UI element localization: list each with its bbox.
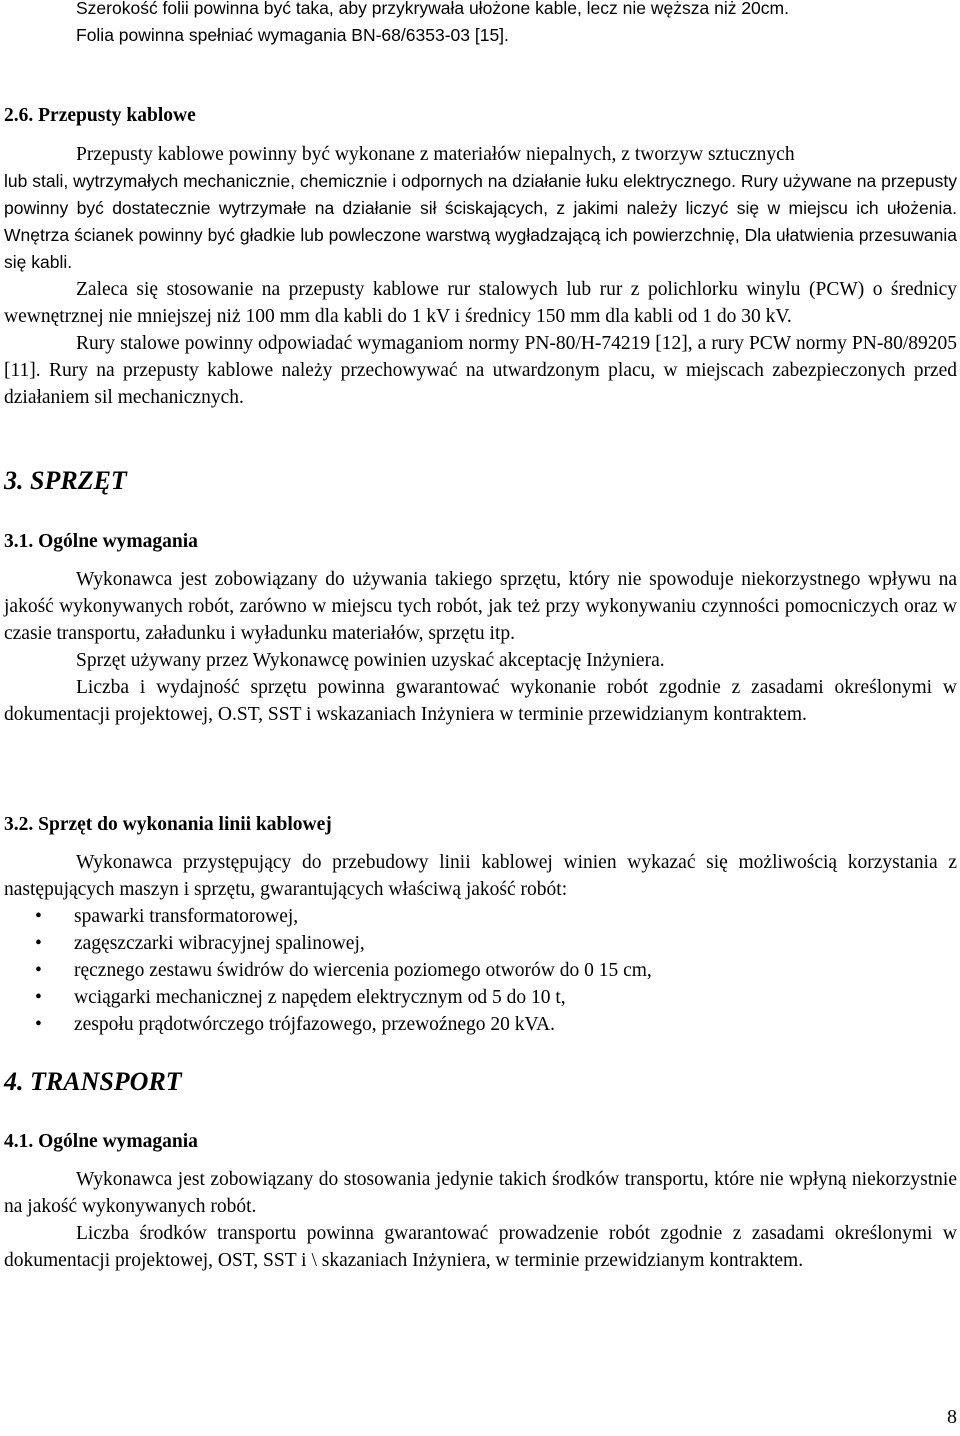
sprzet-requirements-text: Wykonawca jest zobowiązany do używania takiego sprzętu, który nie spowoduje niekorzystnego wpływu na jakość wykonywanych robót, zarówno w miejscu tych robót, jak też przy wykonywaniu czynności pomocniczych oraz w czasie transportu, załadunku i wyładunku materiałów, sprzętu itp. (4, 569, 957, 644)
bullet-icon: • (35, 933, 42, 954)
transport-requirements-text: Wykonawca jest zobowiązany do stosowania jedynie takich środków transportu, które nie wpłyną niekorzystnie na jakość wykonywanych robót. (4, 1169, 957, 1217)
section-3-2-heading: 3.2. Sprzęt do wykonania linii kablowej (4, 814, 332, 835)
list-item-text: zagęszczarki wibracyjnej spalinowej, (74, 933, 365, 954)
list-item (4, 903, 957, 930)
transport-capacity-text: Liczba środków transportu powinna gwarantować prowadzenie robót zgodnie z zasadami określonymi w dokumentacji projektowej, OST, SST i \ skazaniach Inżyniera, w terminie przewidzianym kontraktem. (4, 1223, 957, 1271)
przepusty-standards-text: Rury stalowe powinny odpowiadać wymaganiom normy PN-80/H-74219 [12], a rury PCW normy PN-80/89205 [11]. Rury na przepusty kablowe należy przechowywać na utwardzonym placu, w miejscach zabezpieczonych przed działaniem sil mechanicznych. (4, 333, 957, 408)
section-2-6-body (4, 141, 957, 411)
przepusty-intro-text: Przepusty kablowe powinny być wykonane z materiałów niepalnych, z tworzyw sztucznych (76, 144, 795, 165)
section-3-1-heading: 3.1. Ogólne wymagania (4, 531, 198, 552)
list-item-text: spawarki transformatorowej, (74, 906, 299, 927)
przepusty-materials-text: lub stali, wytrzymałych mechanicznie, chemicznie i odpornych na działanie łuku elektrycznego. Rury używane na przepusty powinny być dostatecznie wytrzymałe na działanie sił ściskających, z jakimi należy liczyć się w miejscu ich ułożenia. Wnętrza ścianek powinny być gładkie lub powleczone warstwą wygładzającą ich powierzchnię, Dla ułatwienia przesuwania się kabli. (4, 171, 957, 272)
equipment-intro-text: Wykonawca przystępujący do przebudowy linii kablowej winien wykazać się możliwością korzystania z następujących maszyn i sprzętu, gwarantujących właściwą jakość robót: (4, 852, 957, 900)
list-item-text: zespołu prądotwórczego trójfazowego, przewoźnego 20 kVA. (74, 1014, 556, 1035)
list-item (4, 1011, 957, 1038)
sprzet-acceptance-text: Sprzęt używany przez Wykonawcę powinien uzyskać akceptację Inżyniera. (76, 650, 665, 671)
list-item-text: ręcznego zestawu świdrów do wiercenia poziomego otworów do 0 15 cm, (74, 960, 652, 981)
section-3-2-body (4, 849, 957, 1038)
bullet-icon: • (35, 987, 42, 1008)
list-item (4, 930, 957, 957)
folia-width-text: Szerokość folii powinna być taka, aby przykrywała ułożone kable, lecz nie węższa niż 20cm. (76, 0, 789, 18)
folia-standard-text: Folia powinna spełniać wymagania BN-68/6353-03 [15]. (76, 25, 509, 45)
page-number: 8 (947, 1406, 957, 1428)
sprzet-capacity-text: Liczba i wydajność sprzętu powinna gwarantować wykonanie robót zgodnie z zasadami określonymi w dokumentacji projektowej, O.ST, SST i wskazaniach Inżyniera w terminie przewidzianym kontraktem. (4, 677, 957, 725)
section-3-1-body (4, 566, 957, 728)
bullet-icon: • (35, 906, 42, 927)
bullet-icon: • (35, 960, 42, 981)
przepusty-recommendation-text: Zaleca się stosowanie na przepusty kablowe rur stalowych lub rur z polichlorku winylu (PCW) o średnicy wewnętrznej nie mniejszej niż 100 mm dla kabli do 1 kV i średnicy 150 mm dla kabli od 1 do 30 kV. (4, 279, 957, 327)
list-item (4, 984, 957, 1011)
section-4-1-body (4, 1166, 957, 1274)
bullet-icon: • (35, 1014, 42, 1035)
top-paragraph (4, 0, 957, 49)
equipment-list (4, 903, 957, 1038)
section-4-1-heading: 4.1. Ogólne wymagania (4, 1131, 198, 1152)
list-item (4, 957, 957, 984)
section-3-heading: 3. SPRZĘT (4, 466, 127, 495)
list-item-text: wciągarki mechanicznej z napędem elektrycznym od 5 do 10 t, (74, 987, 566, 1008)
section-4-heading: 4. TRANSPORT (4, 1067, 182, 1096)
section-2-6-heading: 2.6. Przepusty kablowe (4, 105, 196, 126)
